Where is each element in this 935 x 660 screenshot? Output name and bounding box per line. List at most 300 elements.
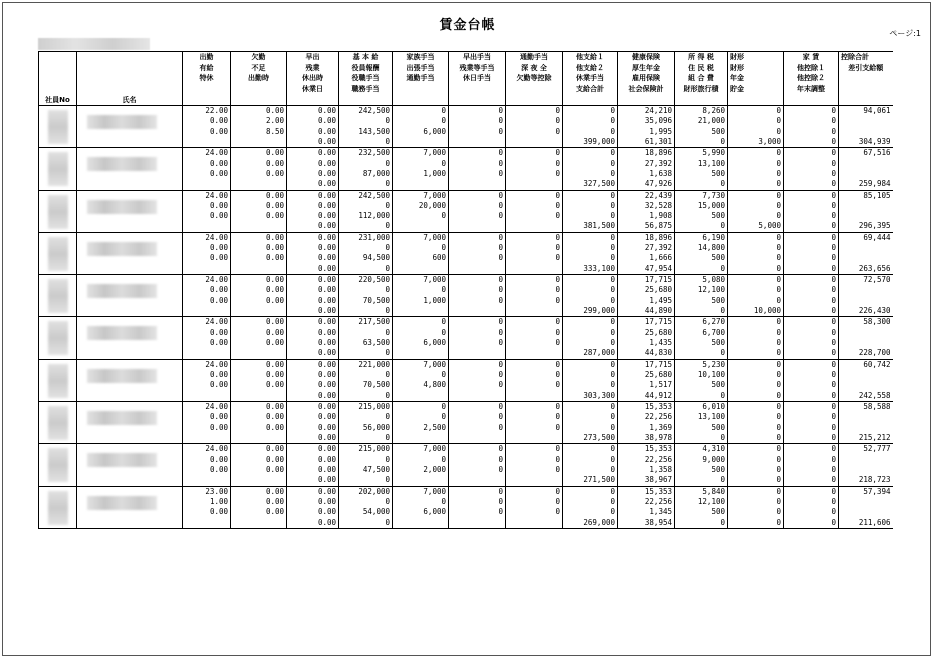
- value: 0.00: [265, 338, 284, 348]
- employee-id-cell: [39, 232, 77, 274]
- value-cell: [506, 317, 563, 359]
- value: [508, 137, 560, 147]
- value-cell: [183, 486, 231, 528]
- value: 1,358: [649, 464, 672, 474]
- value: 0: [555, 190, 560, 200]
- value: 0.00: [265, 200, 284, 210]
- value: [395, 137, 446, 147]
- value: 0.00: [209, 253, 228, 263]
- value: 24.00: [205, 190, 228, 200]
- value: 0.00: [209, 338, 228, 348]
- value: 67,516: [863, 148, 891, 158]
- value-cell: [506, 190, 563, 232]
- value: 221,000: [358, 359, 390, 369]
- value-cell: [618, 486, 675, 528]
- value: 0.00: [317, 116, 336, 126]
- value: 0: [385, 432, 390, 442]
- value: 24.00: [205, 444, 228, 454]
- value: 0: [498, 422, 503, 432]
- value: 7,000: [423, 148, 446, 158]
- value: [451, 179, 503, 189]
- value: 0: [498, 126, 503, 136]
- value: [841, 380, 891, 390]
- value-cell: [183, 402, 231, 444]
- value: 0: [610, 148, 615, 158]
- value: [233, 518, 284, 528]
- value: 0: [385, 412, 390, 422]
- value: 0: [720, 390, 725, 400]
- value: 7,000: [423, 444, 446, 454]
- value: 0: [441, 454, 446, 464]
- value: 215,000: [358, 402, 390, 412]
- value: 0.00: [265, 454, 284, 464]
- value-cell: [728, 106, 784, 148]
- value: [395, 179, 446, 189]
- value-cell: [231, 148, 287, 190]
- value: 0: [385, 348, 390, 358]
- value: 0: [776, 464, 781, 474]
- value: 0.00: [265, 168, 284, 178]
- value: 0: [555, 148, 560, 158]
- value: 22.00: [205, 106, 228, 115]
- value: 0: [776, 444, 781, 454]
- value: [841, 455, 891, 465]
- value: 0: [555, 412, 560, 422]
- value: 0: [441, 496, 446, 506]
- employee-id-cell: [39, 148, 77, 190]
- header-cell: [77, 52, 183, 106]
- value: 0: [555, 126, 560, 136]
- value: 44,912: [644, 390, 672, 400]
- value: 217,500: [358, 317, 390, 327]
- value: 0: [441, 211, 446, 221]
- value: 0: [498, 380, 503, 390]
- value: 17,715: [644, 275, 672, 285]
- value: 0: [831, 390, 836, 400]
- value-cell: [563, 106, 618, 148]
- value: 61,301: [644, 136, 672, 146]
- value: 6,190: [702, 232, 725, 242]
- value: 0: [610, 370, 615, 380]
- redacted-employee-id: [48, 110, 68, 144]
- value: 0.00: [317, 106, 336, 115]
- value: 12,100: [697, 496, 725, 506]
- value: 24,210: [644, 106, 672, 115]
- value-cell: [839, 106, 893, 148]
- value: 0: [385, 496, 390, 506]
- value: 24.00: [205, 359, 228, 369]
- value: [841, 243, 891, 253]
- value: [841, 423, 891, 433]
- value: 0.00: [209, 200, 228, 210]
- value-cell: [287, 190, 339, 232]
- value: 0: [555, 486, 560, 496]
- value: 60,742: [863, 359, 891, 369]
- value: [233, 475, 284, 485]
- value: 0: [385, 327, 390, 337]
- value: 0.00: [317, 285, 336, 295]
- value: 0: [441, 402, 446, 412]
- employee-row: [39, 402, 893, 444]
- value: 15,000: [697, 200, 725, 210]
- value: 271,500: [583, 475, 615, 485]
- header-label: 基 本 給: [352, 53, 379, 61]
- value: 0: [720, 221, 725, 231]
- value: 0.00: [317, 317, 336, 327]
- value: 0: [498, 338, 503, 348]
- value: 0: [555, 232, 560, 242]
- value-cell: [675, 232, 728, 274]
- value: 9,000: [702, 454, 725, 464]
- value: 0.00: [317, 359, 336, 369]
- value-cell: [231, 317, 287, 359]
- value: 0.00: [317, 126, 336, 136]
- value-cell: [618, 444, 675, 486]
- value: 0.00: [317, 327, 336, 337]
- value: 0: [555, 168, 560, 178]
- value: [508, 518, 560, 528]
- value: [233, 433, 284, 443]
- value: 14,800: [697, 243, 725, 253]
- value: [185, 475, 228, 485]
- value: 0: [720, 432, 725, 442]
- value-cell: [339, 190, 393, 232]
- value: 0: [831, 275, 836, 285]
- value: 0.00: [265, 243, 284, 253]
- value-cell: [339, 359, 393, 401]
- redacted-employee-name: [87, 115, 157, 129]
- header-cell: [339, 52, 393, 106]
- value: 0: [610, 464, 615, 474]
- value: 0: [555, 295, 560, 305]
- value: 0: [610, 211, 615, 221]
- value: 0: [385, 221, 390, 231]
- value-cell: [618, 232, 675, 274]
- value: 1,995: [649, 126, 672, 136]
- value: 56,000: [362, 422, 390, 432]
- value: 0: [831, 444, 836, 454]
- value: 231,000: [358, 232, 390, 242]
- value: [841, 159, 891, 169]
- value-cell: [618, 402, 675, 444]
- employee-name-cell: [77, 106, 183, 148]
- header-cell: [563, 52, 618, 106]
- value: 52,777: [863, 444, 891, 454]
- value: 226,430: [858, 306, 891, 316]
- value: 10,100: [697, 370, 725, 380]
- value: 0.00: [209, 158, 228, 168]
- value: 0.00: [265, 370, 284, 380]
- value-cell: [231, 402, 287, 444]
- value: [841, 497, 891, 507]
- value: 0.00: [317, 168, 336, 178]
- redacted-employee-name: [87, 200, 157, 214]
- value: 0: [776, 168, 781, 178]
- value: 0: [831, 190, 836, 200]
- value: 0.00: [317, 190, 336, 200]
- redacted-employee-id: [48, 448, 68, 482]
- value: 0: [555, 116, 560, 126]
- value: 1,000: [423, 295, 446, 305]
- value: 0: [555, 370, 560, 380]
- header-label: 有給: [199, 63, 214, 72]
- value: 215,000: [358, 444, 390, 454]
- value-cell: [563, 275, 618, 317]
- value-cell: [183, 106, 231, 148]
- value-cell: [449, 106, 506, 148]
- value: 13,100: [697, 412, 725, 422]
- value-cell: [287, 148, 339, 190]
- value: 0.00: [209, 464, 228, 474]
- value: 0.00: [317, 243, 336, 253]
- value: 0: [610, 317, 615, 327]
- value: 0: [555, 275, 560, 285]
- redacted-employee-id: [48, 364, 68, 398]
- value: 0: [831, 253, 836, 263]
- value: 24.00: [205, 402, 228, 412]
- value: 0: [555, 158, 560, 168]
- value: 0: [610, 454, 615, 464]
- value: 0: [831, 402, 836, 412]
- value-cell: [728, 486, 784, 528]
- value: 0: [831, 338, 836, 348]
- value: 0: [776, 496, 781, 506]
- header-label: 他控除２: [797, 74, 825, 82]
- value: 54,000: [362, 507, 390, 517]
- value: 0.00: [265, 285, 284, 295]
- value: 0.00: [265, 422, 284, 432]
- value: 0: [441, 158, 446, 168]
- value-cell: [393, 190, 449, 232]
- value: 0: [776, 380, 781, 390]
- value: 6,000: [423, 126, 446, 136]
- header-label: 出勤時: [248, 74, 269, 82]
- redacted-company-name: [38, 38, 150, 50]
- value: 47,500: [362, 464, 390, 474]
- value: 70,500: [362, 380, 390, 390]
- header-label: 社会保険計: [628, 84, 664, 93]
- value: 0: [498, 168, 503, 178]
- value: [185, 348, 228, 358]
- value-cell: [506, 359, 563, 401]
- value: [841, 328, 891, 338]
- redacted-employee-name: [87, 284, 157, 298]
- header-label: 財形: [730, 63, 744, 72]
- value: [395, 348, 446, 358]
- value: 6,000: [423, 338, 446, 348]
- header-label: 役職手当: [351, 74, 380, 82]
- value-cell: [839, 486, 893, 528]
- header-label: 休業手当: [576, 74, 604, 82]
- value: 0: [555, 338, 560, 348]
- value: [395, 306, 446, 316]
- value: 56,875: [644, 221, 672, 231]
- value: 35,096: [644, 116, 672, 126]
- header-label: 年末調整: [797, 84, 825, 93]
- value-cell: [231, 275, 287, 317]
- value: 0: [498, 454, 503, 464]
- value: 0: [776, 432, 781, 442]
- header-cell: [393, 52, 449, 106]
- value: 0.00: [209, 327, 228, 337]
- value: 0: [776, 158, 781, 168]
- value: 0.00: [209, 285, 228, 295]
- employee-id-cell: [39, 402, 77, 444]
- value-cell: [449, 275, 506, 317]
- value: 57,394: [863, 486, 891, 496]
- value-cell: [393, 275, 449, 317]
- value: 0.00: [317, 136, 336, 146]
- header-cell: [449, 52, 506, 106]
- value: 0: [776, 126, 781, 136]
- header-cell: [784, 52, 839, 106]
- employee-row: [39, 190, 893, 232]
- value-cell: [839, 190, 893, 232]
- value: 0.00: [317, 221, 336, 231]
- value: 0: [831, 454, 836, 464]
- value: 0: [498, 327, 503, 337]
- value: 0: [776, 517, 781, 527]
- value: 1,435: [649, 338, 672, 348]
- header-label: 通勤手当: [406, 74, 435, 82]
- value-cell: [618, 317, 675, 359]
- value: 0: [776, 275, 781, 285]
- header-cell: [728, 52, 784, 106]
- value: 143,500: [358, 126, 390, 136]
- value: 0: [831, 285, 836, 295]
- value: 0: [385, 200, 390, 210]
- value: 23.00: [205, 486, 228, 496]
- value: 0: [498, 496, 503, 506]
- value: 47,926: [644, 179, 672, 189]
- value: 0: [498, 370, 503, 380]
- value: 0: [385, 116, 390, 126]
- employee-row: [39, 232, 893, 274]
- value: 24.00: [205, 275, 228, 285]
- value: 1,517: [649, 380, 672, 390]
- header-cell: [287, 52, 339, 106]
- value: 0: [555, 464, 560, 474]
- value: 25,680: [644, 327, 672, 337]
- value: 38,967: [644, 475, 672, 485]
- value: 0.00: [317, 306, 336, 316]
- value: [841, 201, 891, 211]
- value: 0: [498, 275, 503, 285]
- value: 4,800: [423, 380, 446, 390]
- value: 0.00: [265, 359, 284, 369]
- value: [233, 179, 284, 189]
- value: 0: [385, 285, 390, 295]
- value: 22,256: [644, 454, 672, 464]
- value: 10,000: [753, 306, 781, 316]
- value: 5,000: [758, 221, 781, 231]
- value: 1,908: [649, 211, 672, 221]
- value: 17,715: [644, 317, 672, 327]
- value: [233, 306, 284, 316]
- header-label: 財形旅行積: [683, 84, 719, 93]
- value: 0: [831, 370, 836, 380]
- employee-name-cell: [77, 486, 183, 528]
- value: 15,353: [644, 444, 672, 454]
- value-cell: [183, 232, 231, 274]
- value: 0: [610, 486, 615, 496]
- header-label: 社員No: [45, 95, 70, 104]
- value: [508, 348, 560, 358]
- value: 600: [432, 253, 446, 263]
- value: 0.00: [209, 412, 228, 422]
- value: 0: [610, 412, 615, 422]
- value: 22,439: [644, 190, 672, 200]
- value: 5,840: [702, 486, 725, 496]
- value: 0: [776, 486, 781, 496]
- header-label: 残業等手当: [459, 63, 495, 72]
- value: 7,000: [423, 486, 446, 496]
- value: 18,896: [644, 232, 672, 242]
- value: 500: [711, 338, 725, 348]
- header-label: 年金: [730, 74, 744, 82]
- value: 0.00: [265, 317, 284, 327]
- value: 0: [776, 179, 781, 189]
- value: 0: [610, 168, 615, 178]
- value: [841, 296, 891, 306]
- value: 215,212: [858, 432, 891, 442]
- value: 0: [555, 285, 560, 295]
- value-cell: [393, 359, 449, 401]
- value-cell: [728, 444, 784, 486]
- value: 2.00: [265, 116, 284, 126]
- value: 232,500: [358, 148, 390, 158]
- value: 0: [831, 422, 836, 432]
- value: 0: [441, 370, 446, 380]
- value-cell: [784, 317, 839, 359]
- value: 0: [555, 496, 560, 506]
- employee-name-cell: [77, 359, 183, 401]
- value: 0.00: [209, 243, 228, 253]
- value: 0: [498, 412, 503, 422]
- value: 0: [385, 136, 390, 146]
- employee-row: [39, 148, 893, 190]
- value: [185, 179, 228, 189]
- value: 0.00: [317, 179, 336, 189]
- value-cell: [287, 486, 339, 528]
- value: 0: [610, 327, 615, 337]
- value-cell: [784, 359, 839, 401]
- value: 0: [720, 136, 725, 146]
- redacted-employee-name: [87, 369, 157, 383]
- header-cell: [506, 52, 563, 106]
- value: 0: [498, 116, 503, 126]
- value-cell: [784, 486, 839, 528]
- value: 399,000: [583, 136, 615, 146]
- value: 202,000: [358, 486, 390, 496]
- value: 0: [610, 158, 615, 168]
- header-label: 通勤手当: [520, 53, 548, 61]
- value: 0: [831, 136, 836, 146]
- value: 8.50: [265, 126, 284, 136]
- value: 0: [498, 295, 503, 305]
- value: 0.00: [209, 422, 228, 432]
- value: 0.00: [209, 126, 228, 136]
- value: 0.00: [265, 253, 284, 263]
- value: 0: [776, 422, 781, 432]
- value-cell: [449, 148, 506, 190]
- header-cell: [231, 52, 287, 106]
- value: [841, 253, 891, 263]
- value: 0: [831, 496, 836, 506]
- value-cell: [506, 444, 563, 486]
- value: 44,890: [644, 306, 672, 316]
- value: 0: [776, 285, 781, 295]
